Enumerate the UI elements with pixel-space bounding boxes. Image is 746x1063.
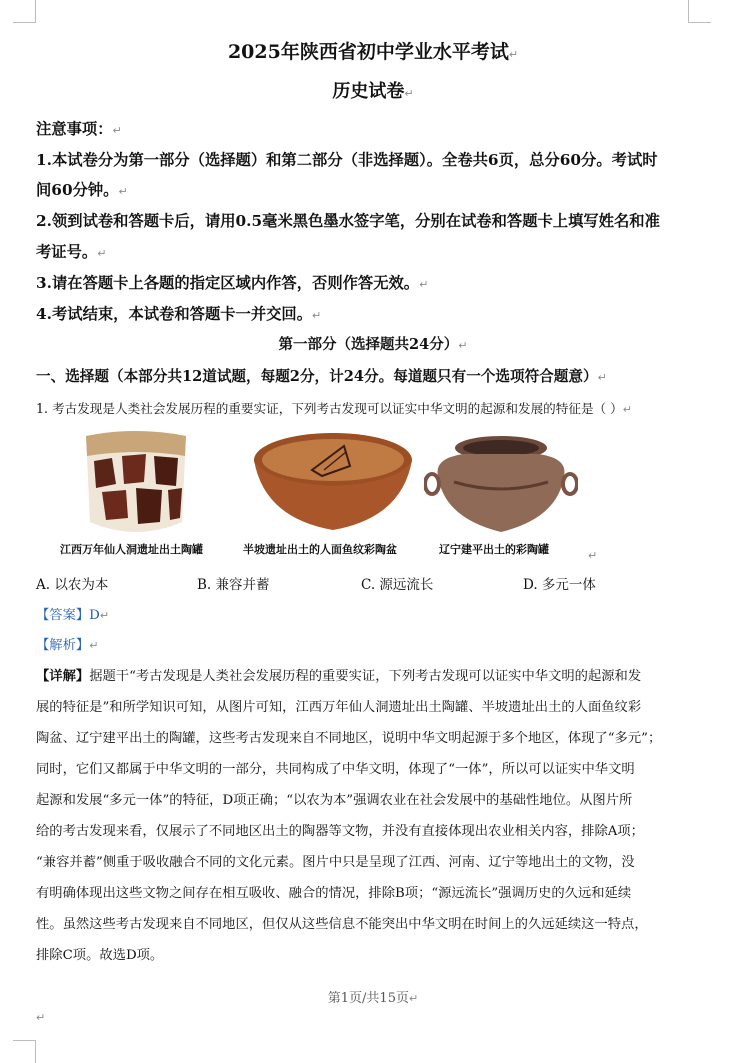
detail-line: 【详解】据题干“考古发现是人类社会发展历程的重要实证，下列考古发现可以证实中华文明的起源和发 (36, 669, 642, 684)
analysis-label: 【解析】↵ (36, 638, 99, 653)
detail-line: 有明确体现出这些文物之间存在相互吸收、融合的情况，排除B项；“源远流长”强调历史的久远和延续 (36, 886, 632, 901)
answer-options (36, 573, 716, 593)
note-line: 考证号。↵ (36, 243, 107, 261)
paragraph-mark: ↵ (588, 549, 598, 562)
section-heading: 一、选择题（本部分共12道试题，每题2分，计24分。每道题只有一个选项符合题意）↵ (36, 368, 607, 385)
question-stem: 1. 考古发现是人类社会发展历程的重要实证，下列考古发现可以证实中华文明的起源和发展的特征是（ ）↵ (36, 401, 632, 416)
crop-mark-bottom-left (13, 1040, 36, 1063)
option-a[interactable]: A. 以农为本 (36, 577, 109, 593)
option-b[interactable]: B. 兼容并蓄 (197, 577, 270, 593)
figure-caption: 江西万年仙人洞遗址出土陶罐 (60, 543, 203, 556)
paragraph-mark: ↵ (36, 1011, 46, 1024)
exam-subject: 历史试卷↵ (332, 81, 414, 102)
clay-jar-image (424, 432, 578, 536)
notes-heading: 注意事项：↵ (36, 120, 122, 138)
figure-caption: 半坡遗址出土的人面鱼纹彩陶盆 (243, 543, 397, 556)
painted-basin-image (252, 430, 414, 534)
detail-line: 同时，它们又都属于中华文明的一部分，共同构成了中华文明，体现了“一体”，所以可以证实中华文明 (36, 762, 635, 777)
part1-heading: 第一部分（选择题共24分）↵ (278, 336, 468, 353)
page-number: 第1页/共15页↵ (327, 991, 419, 1006)
detail-line: 给的考古发现来看，仅展示了不同地区出土的陶器等文物，并没有直接体现出农业相关内容，排除A项； (36, 824, 644, 839)
detail-line: 性。虽然这些考古发现来自不同地区，但仅从这些信息不能突出中华文明在时间上的久远延续这一特点， (36, 917, 648, 932)
note-line: 2.领到试卷和答题卡后，请用0.5毫米黑色墨水签字笔，分别在试卷和答题卡上填写姓名和准 (36, 212, 660, 230)
note-line: 3.请在答题卡上各题的指定区域内作答，否则作答无效。↵ (36, 274, 429, 292)
note-line: 4.考试结束，本试卷和答题卡一并交回。↵ (36, 305, 322, 323)
crop-mark-top-left (13, 0, 36, 23)
option-d[interactable]: D. 多元一体 (523, 577, 596, 593)
figure-caption: 辽宁建平出土的彩陶罐 (439, 543, 549, 556)
note-line: 间60分钟。↵ (36, 181, 128, 199)
detail-line: “兼容并蓄”侧重于吸收融合不同的文化元素。图片中只是呈现了江西、河南、辽宁等地出土的文物，没 (36, 855, 635, 870)
exam-title: 2025年陕西省初中学业水平考试↵ (227, 41, 519, 63)
option-c[interactable]: C. 源远流长 (361, 577, 434, 593)
detail-line: 展的特征是”和所学知识可知，从图片可知，江西万年仙人洞遗址出土陶罐、半坡遗址出土的人面鱼纹彩 (36, 700, 642, 715)
pottery-jar-image (82, 426, 190, 538)
note-line: 1.本试卷分为第一部分（选择题）和第二部分（非选择题）。全卷共6页，总分60分。考试时 (36, 151, 658, 169)
detail-line: 起源和发展“多元一体”的特征，D项正确；“以农为本”强调农业在社会发展中的基础性地位。从图片所 (36, 793, 633, 808)
answer-label: 【答案】D↵ (36, 608, 110, 623)
detail-line: 排除C项。故选D项。 (36, 948, 164, 963)
crop-mark-top-right (688, 0, 711, 23)
detail-line: 陶盆、辽宁建平出土的陶罐，这些考古发现来自不同地区，说明中华文明起源于多个地区，体现了“多元”； (36, 731, 662, 746)
